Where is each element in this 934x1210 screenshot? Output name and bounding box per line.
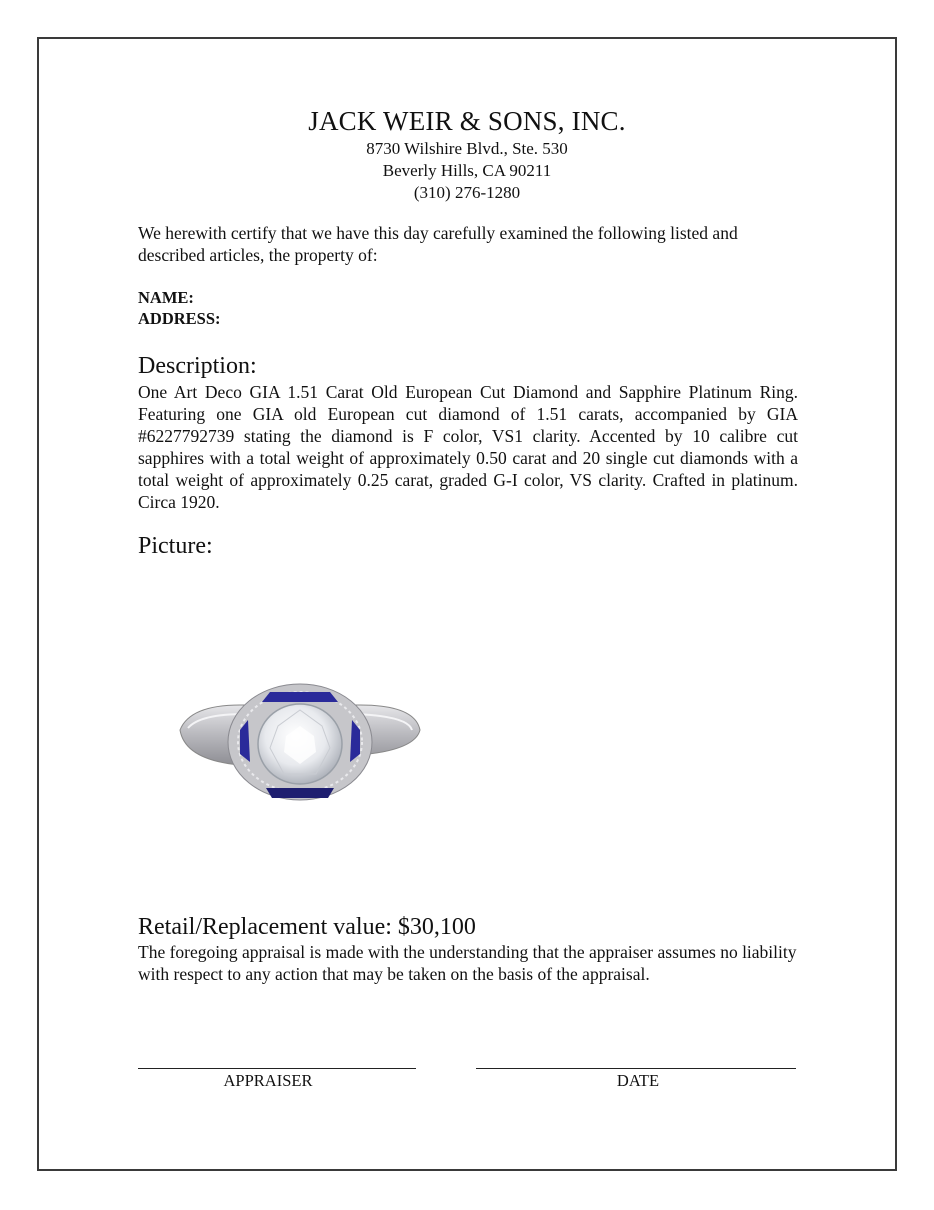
date-signature-line (476, 1068, 796, 1069)
certification-statement: We herewith certify that we have this day carefully examined the following listed and described articles, the property of: (138, 223, 738, 265)
address-label: ADDRESS: (138, 309, 221, 328)
ring-illustration (170, 670, 430, 820)
description-heading: Description: (138, 353, 257, 379)
description-body: One Art Deco GIA 1.51 Carat Old European Cut Diamond and Sapphire Platinum Ring. Featuring one GIA old European cut diamond of 1.51 carats, accompanied by GIA #6227792739 stating the diamond is F color, VS1 clarity. Accented by 10 calibre cut sapphires with a total weight of approximately 0.50 carat and 20 single cut diamonds with a total weight of approximately 0.25 carat, graded G-I color, VS clarity. Crafted in platinum. Circa 1920. (138, 382, 798, 512)
name-label: NAME: (138, 288, 194, 307)
document-border (37, 37, 897, 1171)
picture-heading: Picture: (138, 533, 213, 559)
appraiser-label: APPRAISER (223, 1071, 313, 1090)
owner-fields (138, 287, 798, 329)
address-line-2: Beverly Hills, CA 90211 (382, 161, 552, 180)
company-name: JACK WEIR & SONS, INC. (308, 106, 626, 136)
letterhead (0, 104, 934, 204)
date-label: DATE (616, 1071, 660, 1090)
disclaimer-text: The foregoing appraisal is made with the understanding that the appraiser assumes no liability with respect to any action that may be taken on the basis of the appraisal. (138, 942, 797, 984)
address-line-1: 8730 Wilshire Blvd., Ste. 530 (366, 139, 568, 158)
phone-number: (310) 276-1280 (413, 183, 521, 202)
ring-photo (170, 670, 430, 820)
appraiser-signature-line (138, 1068, 416, 1069)
value-heading: Retail/Replacement value: $30,100 (138, 914, 476, 940)
